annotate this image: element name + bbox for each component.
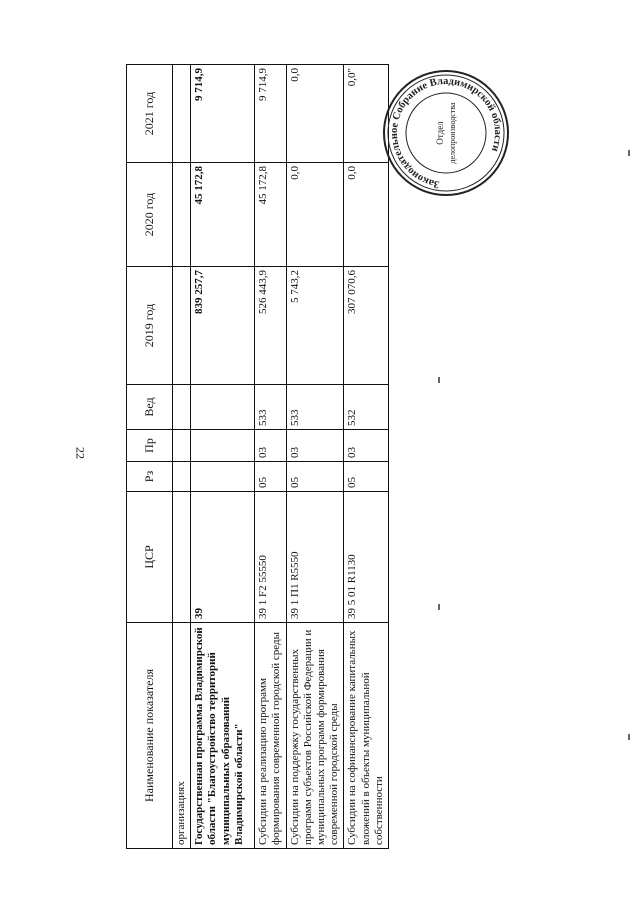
cell-rz: 05 [255,462,286,492]
margin-mark [628,734,630,740]
cell-ved [191,385,255,430]
cell-2021: 0,0 [286,65,344,163]
cell-rz: 05 [286,462,344,492]
cell-2019 [173,267,191,385]
cell-csr: 39 5 01 R1130 [344,492,389,623]
cell-2019: 307 070,6 [344,267,389,385]
cell-csr [173,492,191,623]
header-pr: Пр [127,430,173,462]
cell-2019: 5 743,2 [286,267,344,385]
stamp-seal-icon [381,68,511,198]
cell-rz [191,462,255,492]
header-2019: 2019 год [127,267,173,385]
cell-pr: 03 [255,430,286,462]
cell-pr: 03 [344,430,389,462]
cell-name: организациях [173,623,191,849]
cell-rz [173,462,191,492]
table-row [255,65,286,849]
budget-table [126,64,389,849]
margin-mark [438,377,440,383]
cell-2019: 839 257,7 [191,267,255,385]
margin-mark [438,604,440,610]
header-2021: 2021 год [127,65,173,163]
table-row [286,65,344,849]
budget-table-rotated [126,65,385,849]
margin-mark [628,150,630,156]
header-name: Наименование показателя [127,623,173,849]
cell-csr: 39 [191,492,255,623]
table-row [191,65,255,849]
cell-rz: 05 [344,462,389,492]
cell-ved: 533 [286,385,344,430]
cell-name: Государственная программа Владимирской области "Благоустройство территорий муниципальных образований Владимирской области" [191,623,255,849]
header-csr: ЦСР [127,492,173,623]
cell-2020 [173,163,191,267]
cell-2021: 0,0" [344,65,389,163]
table-row [173,65,191,849]
cell-pr: 03 [286,430,344,462]
cell-pr [173,430,191,462]
cell-2021: 9 714,9 [255,65,286,163]
cell-2020: 45 172,8 [191,163,255,267]
header-rz: Рз [127,462,173,492]
cell-pr [191,430,255,462]
cell-ved: 533 [255,385,286,430]
cell-2019: 526 443,9 [255,267,286,385]
cell-2020: 0,0 [344,163,389,267]
cell-name: Субсидии на поддержку государственных программ субъектов Российской Федерации и муниципальных программ формирования современной городской среды [286,623,344,849]
cell-2021 [173,65,191,163]
stamp-center-line1: Отдел [435,121,445,145]
stamp-center-line2: делопроизводства [448,102,457,164]
cell-2020: 0,0 [286,163,344,267]
cell-csr: 39 1 П1 R5550 [286,492,344,623]
cell-name: Субсидии на реализацию программ формирования современной городской среды [255,623,286,849]
header-2020: 2020 год [127,163,173,267]
cell-csr: 39 1 F2 55550 [255,492,286,623]
page-number: 22 [73,447,88,459]
cell-ved: 532 [344,385,389,430]
table-header-row [127,65,173,849]
official-stamp [381,68,511,198]
cell-2020: 45 172,8 [255,163,286,267]
cell-name: Субсидии на софинансирование капитальных вложений в объекты муниципальной собственности [344,623,389,849]
header-ved: Вед [127,385,173,430]
stamp-ring-text: Законодательное Собрание Владимирской области [388,75,504,190]
cell-ved [173,385,191,430]
cell-2021: 9 714,9 [191,65,255,163]
